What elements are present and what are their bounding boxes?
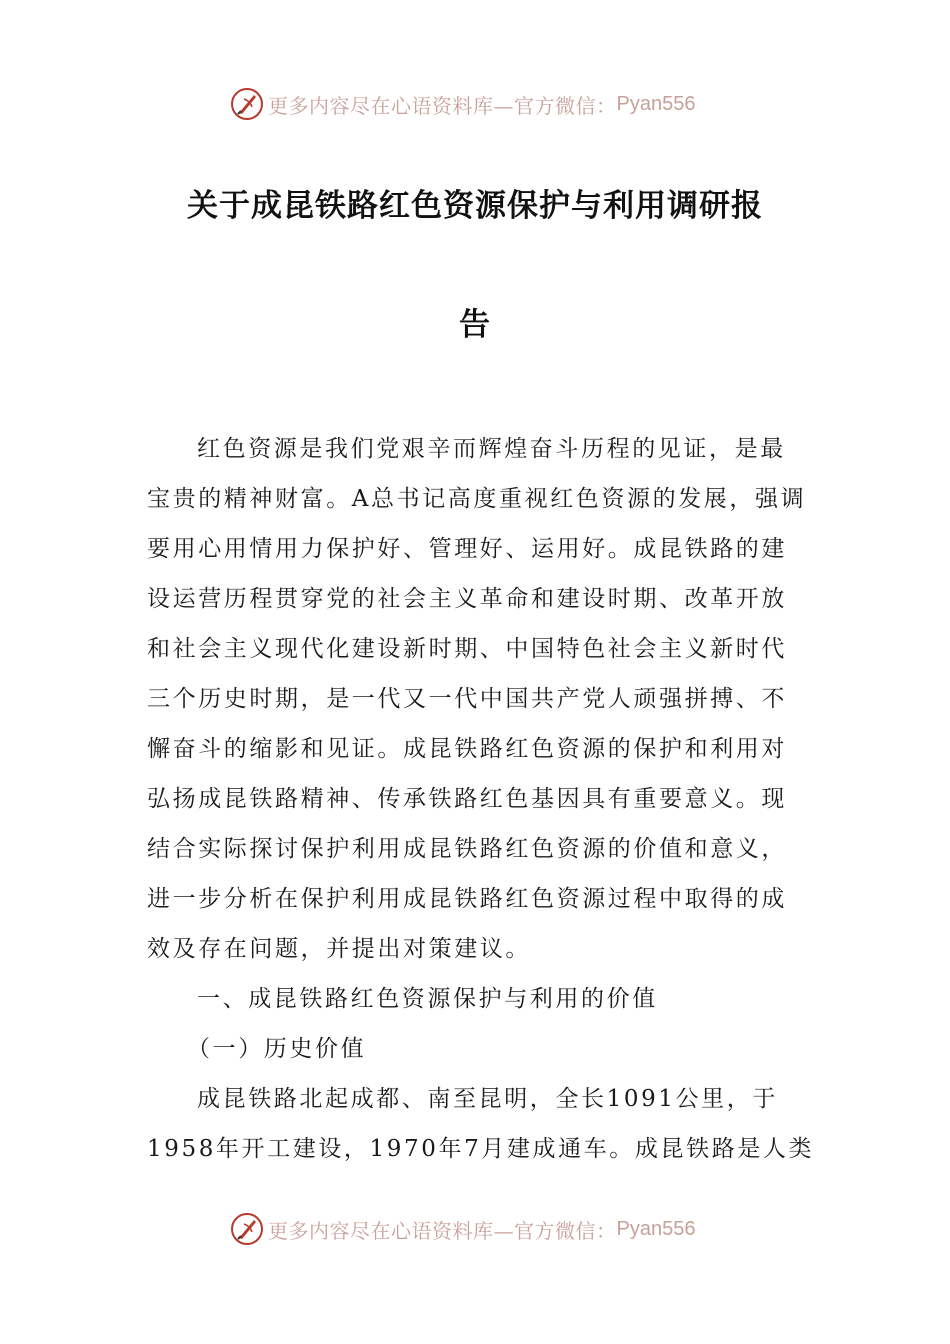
body-line: 成昆铁路北起成都、南至昆明，全长1091公里，于	[197, 1086, 778, 1112]
subsection-heading: （一）历史价值	[187, 1036, 367, 1062]
body-line: 懈奋斗的缩影和见证。成昆铁路红色资源的保护和利用对	[147, 736, 787, 762]
watermark-wechat-id: Pyan556	[616, 92, 696, 115]
quill-logo-icon	[230, 87, 264, 121]
body-line: 弘扬成昆铁路精神、传承铁路红色基因具有重要意义。现	[147, 786, 787, 812]
body-line: 结合实际探讨保护利用成昆铁路红色资源的价值和意义，	[147, 836, 787, 862]
watermark-text: 更多内容尽在心语资料库—官方微信：	[268, 93, 617, 118]
body-line: 进一步分析在保护利用成昆铁路红色资源过程中取得的成	[147, 886, 787, 912]
document-body	[147, 428, 815, 1178]
header-watermark	[230, 86, 750, 122]
body-line: 和社会主义现代化建设新时期、中国特色社会主义新时代	[147, 636, 787, 662]
body-line: 三个历史时期，是一代又一代中国共产党人顽强拼搏、不	[147, 686, 787, 712]
footer-watermark	[230, 1211, 750, 1247]
section-heading: 一、成昆铁路红色资源保护与利用的价值	[197, 986, 658, 1012]
body-line: 效及存在问题，并提出对策建议。	[147, 936, 531, 962]
body-line: 设运营历程贯穿党的社会主义革命和建设时期、改革开放	[147, 586, 787, 612]
body-line: 红色资源是我们党艰辛而辉煌奋斗历程的见证，是最	[197, 436, 786, 462]
document-title-line-1: 关于成昆铁路红色资源保护与利用调研报	[187, 188, 763, 224]
watermark-text: 更多内容尽在心语资料库—官方微信：	[268, 1218, 617, 1243]
body-line: 1958年开工建设，1970年7月建成通车。成昆铁路是人类	[147, 1136, 815, 1162]
body-line: 要用心用情用力保护好、管理好、运用好。成昆铁路的建	[147, 536, 787, 562]
watermark-wechat-id: Pyan556	[616, 1217, 696, 1240]
body-line: 宝贵的精神财富。A总书记高度重视红色资源的发展，强调	[147, 486, 807, 512]
document-title-line-2: 告	[459, 307, 491, 343]
quill-logo-icon	[230, 1212, 264, 1246]
